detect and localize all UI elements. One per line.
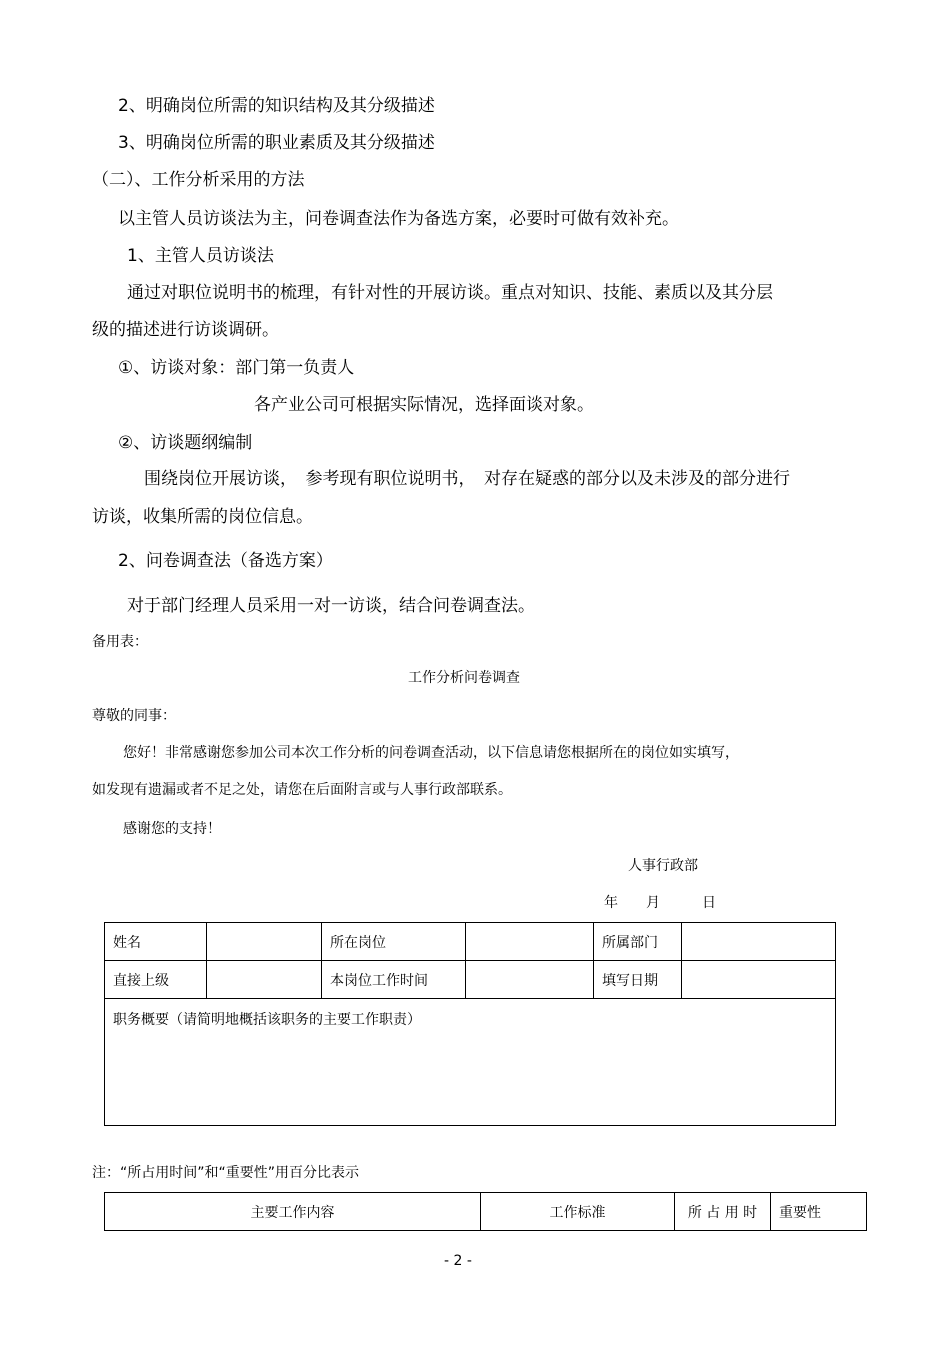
department-input-cell[interactable] [682,923,836,961]
table-row [105,923,836,961]
page-number: - 2 - [444,1253,472,1269]
name-label: 姓名 [105,923,207,961]
position-label: 所在岗位 [322,923,466,961]
thanks-line: 感谢您的支持！ [123,821,221,837]
method1-title: 1、主管人员访谈法 [127,246,274,266]
fill-date-input-cell[interactable] [682,961,836,999]
percentage-note: 注：“所占用时间”和“重要性”用百分比表示 [92,1165,360,1181]
interview-outline-line2: 访谈，收集所需的岗位信息。 [92,507,313,527]
department-label: 所属部门 [594,923,682,961]
table-row [105,999,836,1126]
method2-title: 2、问卷调查法（备选方案） [118,551,333,571]
form-paragraph-line2: 如发现有遗漏或者不足之处，请您在后面附言或与人事行政部联系。 [92,782,512,798]
interview-target-note: 各产业公司可根据实际情况，选择面谈对象。 [254,395,594,415]
info-table [104,922,836,1126]
col-work-standard: 工作标准 [481,1193,675,1231]
greeting: 尊敬的同事： [92,708,176,724]
tenure-input-cell[interactable] [466,961,594,999]
col-time-share: 所 占 用 时 [675,1193,771,1231]
interview-outline-title: ②、访谈题纲编制 [118,433,253,453]
name-input-cell[interactable] [207,923,322,961]
method1-desc-line1: 通过对职位说明书的梳理，有针对性的开展访谈。重点对知识、技能、素质以及其分层 [127,283,773,303]
backup-label: 备用表： [92,634,148,650]
table-row [105,961,836,999]
method1-desc-line2: 级的描述进行访谈调研。 [92,320,279,340]
signature-date: 年 月 日 [604,895,716,911]
intro-paragraph: 以主管人员访谈法为主，问卷调查法作为备选方案，必要时可做有效补充。 [118,209,679,229]
job-summary-cell[interactable]: 职务概要（请简明地概括该职务的主要工作职责） [105,999,836,1126]
interview-target: ①、访谈对象：部门第一负责人 [118,358,355,378]
duty-table [104,1192,867,1231]
form-title: 工作分析问卷调查 [408,670,520,686]
method2-desc: 对于部门经理人员采用一对一访谈，结合问卷调查法。 [127,596,535,616]
fill-date-label: 填写日期 [594,961,682,999]
col-importance: 重要性 [771,1193,867,1231]
position-input-cell[interactable] [466,923,594,961]
tenure-label: 本岗位工作时间 [322,961,466,999]
body-line-2: 3、明确岗位所需的职业素质及其分级描述 [118,133,435,153]
col-main-content: 主要工作内容 [105,1193,481,1231]
signature-department: 人事行政部 [628,858,698,874]
interview-outline-line1: 围绕岗位开展访谈， 参考现有职位说明书， 对存在疑惑的部分以及未涉及的部分进行 [144,469,790,489]
form-paragraph-line1: 您好！非常感谢您参加公司本次工作分析的问卷调查活动，以下信息请您根据所在的岗位如实填写， [123,745,739,761]
supervisor-input-cell[interactable] [207,961,322,999]
body-line-1: 2、明确岗位所需的知识结构及其分级描述 [118,96,435,116]
table-row [105,1193,867,1231]
supervisor-label: 直接上级 [105,961,207,999]
section-heading: （二）、工作分析采用的方法 [92,170,305,190]
